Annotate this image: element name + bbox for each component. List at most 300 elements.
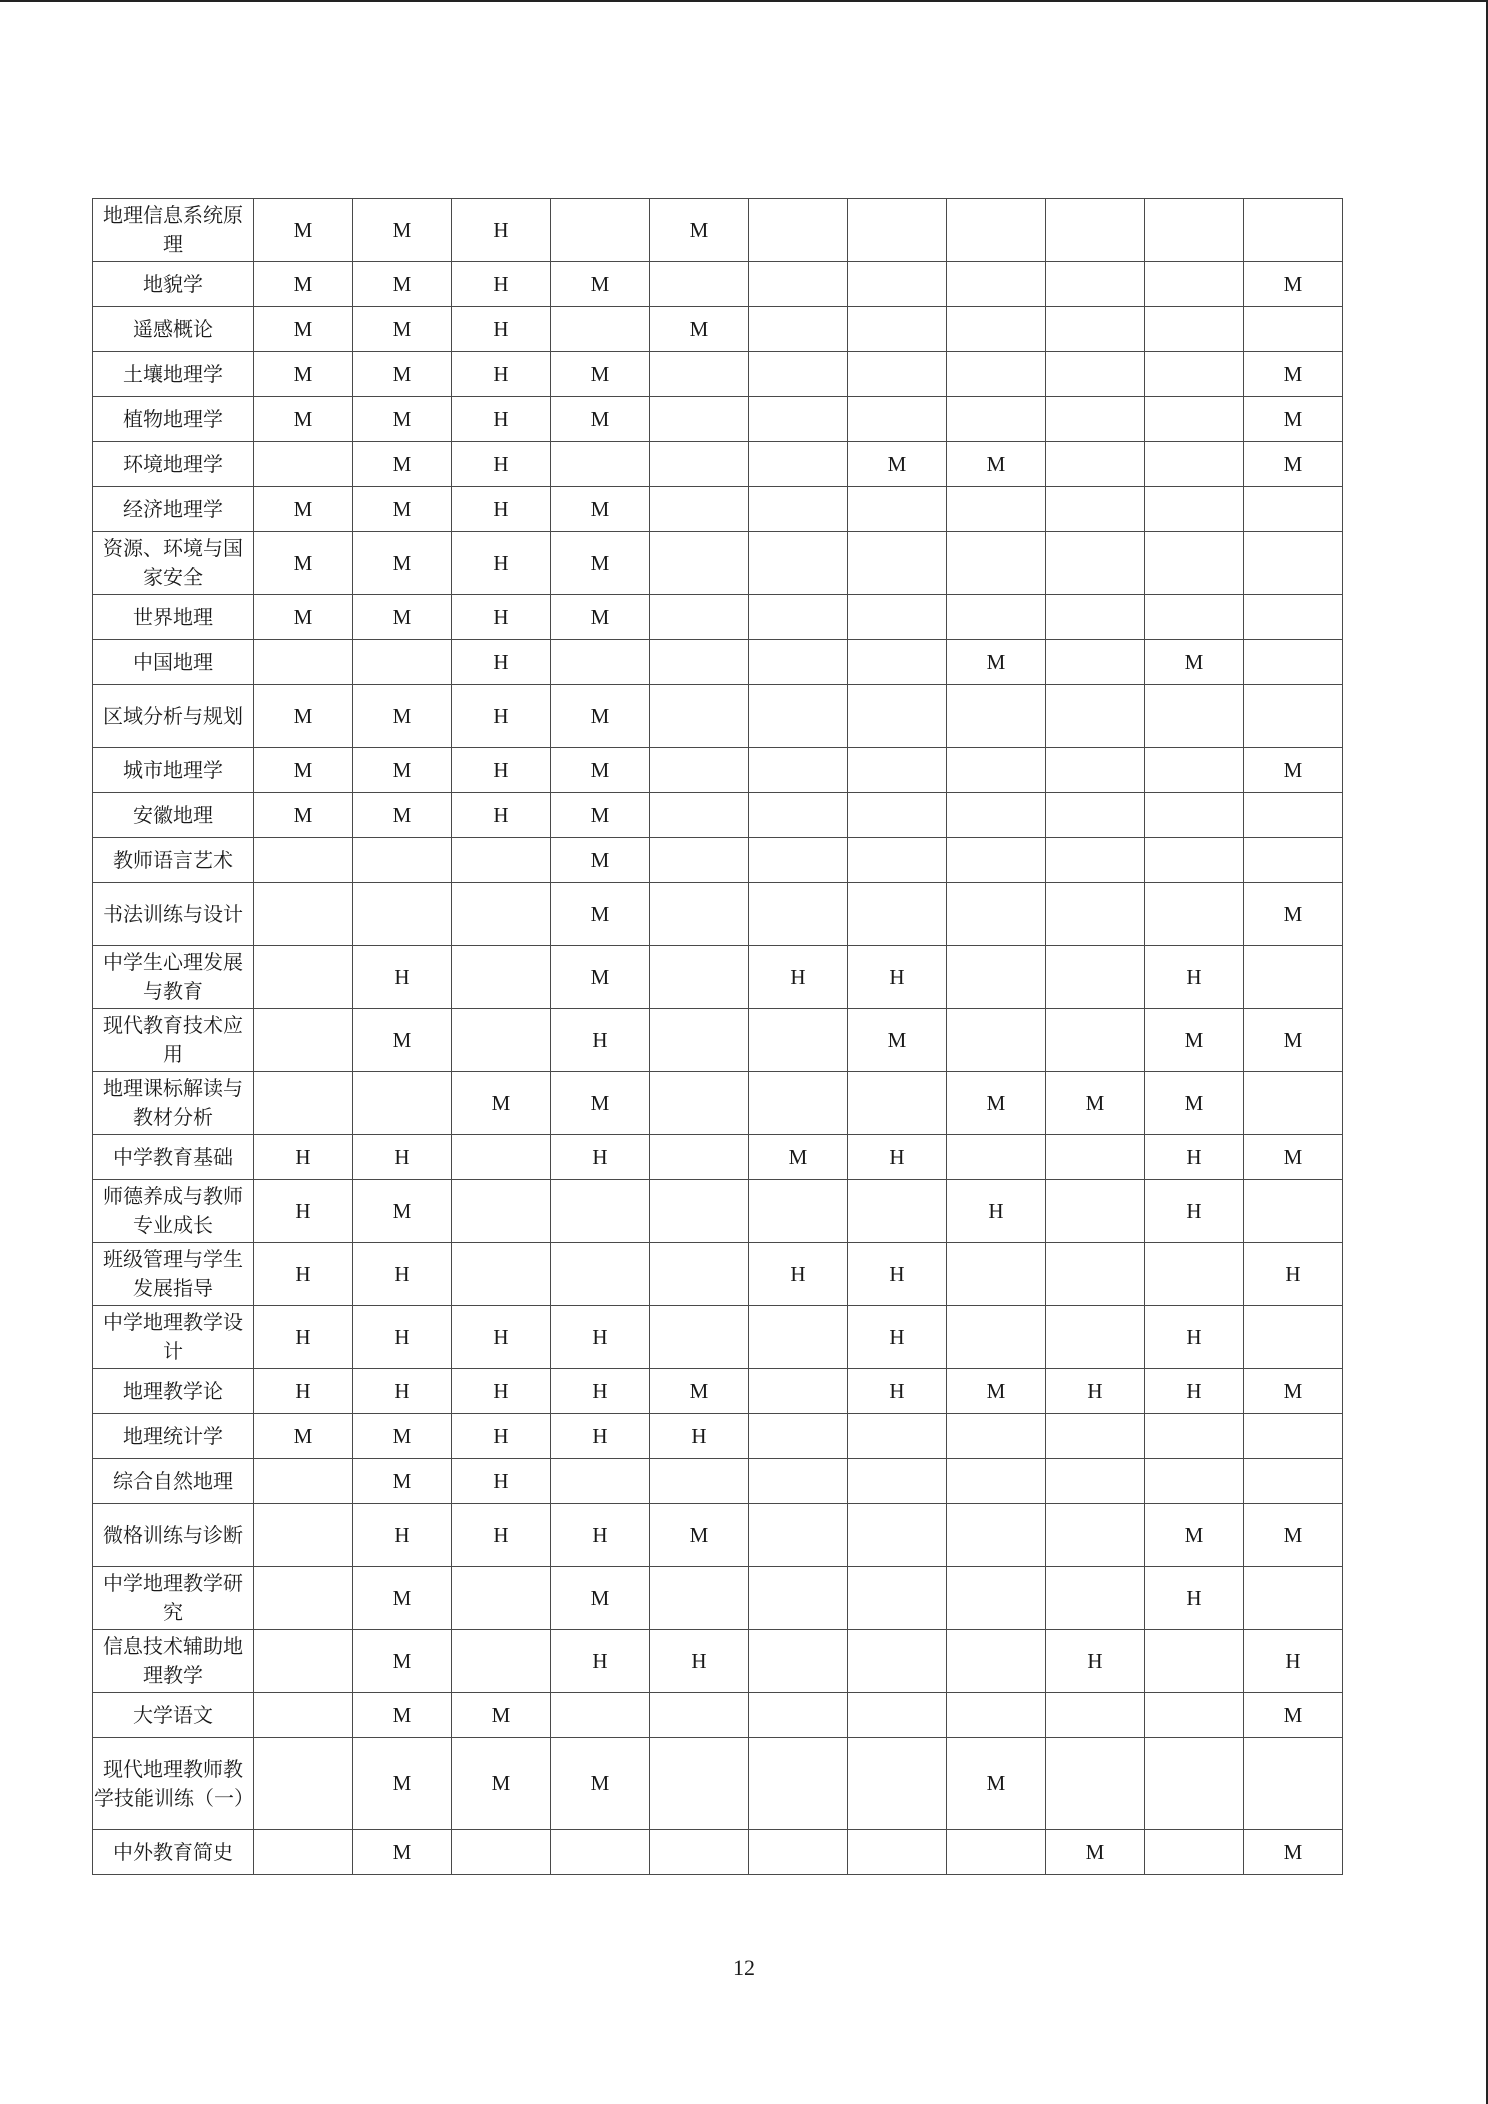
requirement-cell (1046, 1009, 1145, 1072)
requirement-cell: H (254, 1369, 353, 1414)
requirement-cell: H (1145, 946, 1244, 1009)
requirement-cell: M (1244, 883, 1343, 946)
requirement-cell (1145, 1243, 1244, 1306)
requirement-cell: H (353, 1369, 452, 1414)
requirement-cell: M (452, 1693, 551, 1738)
requirement-cell: M (353, 685, 452, 748)
requirement-cell: M (551, 946, 650, 1009)
requirement-cell (650, 946, 749, 1009)
requirement-cell (551, 1459, 650, 1504)
requirement-cell (848, 793, 947, 838)
course-name-cell: 中学地理教学研究 (93, 1567, 254, 1630)
requirement-cell: H (848, 946, 947, 1009)
table-row (93, 1072, 1343, 1135)
requirement-cell: M (551, 595, 650, 640)
requirement-cell (749, 532, 848, 595)
requirement-cell (848, 748, 947, 793)
requirement-cell (1145, 262, 1244, 307)
requirement-cell (1145, 1414, 1244, 1459)
requirement-cell (1046, 685, 1145, 748)
requirement-cell: M (254, 532, 353, 595)
requirement-cell: M (353, 1567, 452, 1630)
requirement-cell (452, 838, 551, 883)
requirement-cell (254, 1830, 353, 1875)
course-name-cell: 资源、环境与国家安全 (93, 532, 254, 595)
table-row (93, 1180, 1343, 1243)
requirement-cell (1244, 1567, 1343, 1630)
requirement-cell: H (848, 1135, 947, 1180)
requirement-cell (749, 1504, 848, 1567)
requirement-cell (650, 838, 749, 883)
requirement-cell (1046, 307, 1145, 352)
requirement-cell: M (353, 487, 452, 532)
requirement-cell: M (551, 748, 650, 793)
requirement-cell: H (452, 793, 551, 838)
requirement-cell (848, 1072, 947, 1135)
requirement-cell: H (452, 1414, 551, 1459)
requirement-cell (749, 442, 848, 487)
requirement-cell: H (452, 487, 551, 532)
requirement-cell: H (353, 946, 452, 1009)
requirement-cell (1244, 487, 1343, 532)
requirement-cell (848, 1414, 947, 1459)
requirement-cell: M (353, 1459, 452, 1504)
requirement-cell (1244, 1459, 1343, 1504)
requirement-cell (452, 946, 551, 1009)
requirement-cell: M (1145, 640, 1244, 685)
course-name-cell: 地貌学 (93, 262, 254, 307)
requirement-cell: M (353, 532, 452, 595)
requirement-cell (848, 532, 947, 595)
requirement-cell: H (353, 1135, 452, 1180)
requirement-cell: M (1145, 1009, 1244, 1072)
requirement-cell (551, 442, 650, 487)
requirement-cell (452, 1830, 551, 1875)
course-requirement-matrix (92, 198, 1343, 1875)
course-name-cell: 中学生心理发展与教育 (93, 946, 254, 1009)
requirement-cell (650, 640, 749, 685)
requirement-cell: H (452, 307, 551, 352)
requirement-cell (1046, 748, 1145, 793)
requirement-cell (848, 1738, 947, 1830)
requirement-cell: H (551, 1630, 650, 1693)
requirement-cell (848, 1504, 947, 1567)
requirement-cell (1046, 838, 1145, 883)
requirement-cell (848, 685, 947, 748)
requirement-cell (749, 1072, 848, 1135)
requirement-cell (650, 1738, 749, 1830)
requirement-cell (650, 1830, 749, 1875)
requirement-cell: H (452, 685, 551, 748)
requirement-cell: M (353, 307, 452, 352)
requirement-cell (749, 1369, 848, 1414)
requirement-cell: H (1145, 1180, 1244, 1243)
requirement-cell: M (353, 199, 452, 262)
requirement-cell: M (353, 793, 452, 838)
requirement-cell: M (254, 262, 353, 307)
requirement-cell: H (452, 532, 551, 595)
requirement-cell (452, 1630, 551, 1693)
requirement-cell: M (551, 685, 650, 748)
requirement-cell: M (1244, 442, 1343, 487)
requirement-cell (848, 397, 947, 442)
requirement-cell: H (551, 1504, 650, 1567)
requirement-cell: H (650, 1414, 749, 1459)
requirement-cell (848, 199, 947, 262)
course-name-cell: 微格训练与诊断 (93, 1504, 254, 1567)
requirement-cell: H (1244, 1243, 1343, 1306)
requirement-cell (848, 1459, 947, 1504)
requirement-cell: M (353, 442, 452, 487)
requirement-cell: M (1046, 1072, 1145, 1135)
table-row (93, 595, 1343, 640)
table-row (93, 1504, 1343, 1567)
requirement-cell: H (254, 1306, 353, 1369)
requirement-cell (749, 487, 848, 532)
requirement-cell (1046, 1180, 1145, 1243)
requirement-cell (254, 1630, 353, 1693)
requirement-cell: H (353, 1243, 452, 1306)
requirement-cell: H (551, 1135, 650, 1180)
requirement-cell (1145, 1738, 1244, 1830)
requirement-cell (551, 1830, 650, 1875)
requirement-cell (848, 883, 947, 946)
requirement-cell: M (1145, 1504, 1244, 1567)
requirement-cell (650, 1135, 749, 1180)
requirement-cell (1145, 397, 1244, 442)
requirement-cell: M (650, 1369, 749, 1414)
requirement-cell (1145, 1630, 1244, 1693)
requirement-cell: M (353, 595, 452, 640)
requirement-cell (1145, 793, 1244, 838)
course-name-cell: 城市地理学 (93, 748, 254, 793)
requirement-cell (650, 487, 749, 532)
requirement-cell (452, 1009, 551, 1072)
requirement-cell (848, 487, 947, 532)
course-name-cell: 经济地理学 (93, 487, 254, 532)
requirement-cell: H (452, 397, 551, 442)
course-name-cell: 中学教育基础 (93, 1135, 254, 1180)
requirement-cell (749, 199, 848, 262)
requirement-cell (650, 1693, 749, 1738)
requirement-cell (1244, 838, 1343, 883)
table-row (93, 1830, 1343, 1875)
requirement-cell (1046, 442, 1145, 487)
requirement-cell (650, 1180, 749, 1243)
requirement-cell: M (254, 1414, 353, 1459)
requirement-cell (749, 1567, 848, 1630)
table-row (93, 793, 1343, 838)
requirement-cell (353, 838, 452, 883)
requirement-cell (1046, 1135, 1145, 1180)
requirement-cell (1046, 595, 1145, 640)
requirement-cell (254, 946, 353, 1009)
table-row (93, 838, 1343, 883)
requirement-cell (749, 1414, 848, 1459)
requirement-cell: M (254, 748, 353, 793)
requirement-cell: M (353, 352, 452, 397)
requirement-cell (1046, 262, 1145, 307)
table-row (93, 946, 1343, 1009)
requirement-cell (848, 595, 947, 640)
requirement-cell (1145, 685, 1244, 748)
requirement-cell: H (551, 1369, 650, 1414)
requirement-cell (947, 1630, 1046, 1693)
requirement-cell (254, 1504, 353, 1567)
requirement-cell: H (848, 1243, 947, 1306)
requirement-cell: M (353, 1693, 452, 1738)
requirement-cell (1145, 1459, 1244, 1504)
requirement-cell (1046, 946, 1145, 1009)
requirement-cell (650, 1243, 749, 1306)
requirement-cell: H (1145, 1135, 1244, 1180)
requirement-cell: H (1244, 1630, 1343, 1693)
requirement-cell (947, 1504, 1046, 1567)
requirement-cell: M (254, 352, 353, 397)
requirement-cell: M (254, 397, 353, 442)
requirement-cell (749, 1630, 848, 1693)
requirement-cell: M (551, 838, 650, 883)
table-row (93, 1306, 1343, 1369)
requirement-cell (452, 1180, 551, 1243)
requirement-cell (1145, 487, 1244, 532)
requirement-cell (749, 1306, 848, 1369)
requirement-cell: M (353, 1009, 452, 1072)
requirement-cell: M (551, 1072, 650, 1135)
course-name-cell: 中学地理教学设计 (93, 1306, 254, 1369)
course-name-cell: 植物地理学 (93, 397, 254, 442)
requirement-cell (1046, 640, 1145, 685)
matrix-body (93, 199, 1343, 1875)
requirement-cell (749, 685, 848, 748)
requirement-cell: M (848, 1009, 947, 1072)
requirement-cell (1244, 1180, 1343, 1243)
requirement-cell: H (254, 1243, 353, 1306)
requirement-cell (254, 883, 353, 946)
requirement-cell (650, 262, 749, 307)
requirement-cell: M (353, 1414, 452, 1459)
table-row (93, 1567, 1343, 1630)
requirement-cell: H (848, 1369, 947, 1414)
requirement-cell: H (1046, 1630, 1145, 1693)
requirement-cell (749, 307, 848, 352)
requirement-cell: M (353, 1180, 452, 1243)
requirement-cell: H (452, 442, 551, 487)
course-name-cell: 师德养成与教师专业成长 (93, 1180, 254, 1243)
requirement-cell (947, 199, 1046, 262)
course-name-cell: 地理课标解读与教材分析 (93, 1072, 254, 1135)
requirement-cell (1244, 946, 1343, 1009)
requirement-cell: M (353, 1630, 452, 1693)
requirement-cell: H (254, 1135, 353, 1180)
requirement-cell (848, 307, 947, 352)
requirement-cell (353, 640, 452, 685)
requirement-cell (1145, 199, 1244, 262)
requirement-cell (1244, 199, 1343, 262)
table-row (93, 685, 1343, 748)
table-row (93, 262, 1343, 307)
requirement-cell: M (353, 397, 452, 442)
requirement-cell (848, 1180, 947, 1243)
requirement-cell (947, 883, 1046, 946)
requirement-cell (947, 1243, 1046, 1306)
requirement-cell (551, 640, 650, 685)
course-name-cell: 遥感概论 (93, 307, 254, 352)
course-name-cell: 书法训练与设计 (93, 883, 254, 946)
requirement-cell: H (452, 1306, 551, 1369)
requirement-cell: M (551, 1567, 650, 1630)
requirement-cell: M (650, 307, 749, 352)
requirement-cell: H (452, 1369, 551, 1414)
requirement-cell (749, 793, 848, 838)
course-name-cell: 环境地理学 (93, 442, 254, 487)
requirement-cell (947, 946, 1046, 1009)
requirement-cell: M (1244, 397, 1343, 442)
requirement-cell: H (749, 1243, 848, 1306)
requirement-cell (1145, 838, 1244, 883)
table-row (93, 352, 1343, 397)
requirement-cell: H (749, 946, 848, 1009)
requirement-cell (848, 352, 947, 397)
requirement-cell (254, 640, 353, 685)
requirement-cell: H (1145, 1369, 1244, 1414)
requirement-cell: M (254, 595, 353, 640)
requirement-cell: H (551, 1414, 650, 1459)
requirement-cell (254, 1567, 353, 1630)
requirement-cell: H (353, 1306, 452, 1369)
requirement-cell (1046, 1738, 1145, 1830)
requirement-cell: M (452, 1072, 551, 1135)
requirement-cell (749, 595, 848, 640)
table-row (93, 640, 1343, 685)
requirement-cell (1244, 532, 1343, 595)
table-row (93, 1414, 1343, 1459)
requirement-cell (1046, 397, 1145, 442)
requirement-cell (749, 1459, 848, 1504)
requirement-cell: H (551, 1306, 650, 1369)
requirement-cell (1046, 1567, 1145, 1630)
course-name-cell: 班级管理与学生发展指导 (93, 1243, 254, 1306)
course-name-cell: 现代地理教师教学技能训练（一） (93, 1738, 254, 1830)
table-row (93, 883, 1343, 946)
requirement-cell (1145, 442, 1244, 487)
table-row (93, 1738, 1343, 1830)
course-name-cell: 大学语文 (93, 1693, 254, 1738)
requirement-cell: M (947, 1072, 1046, 1135)
requirement-cell: H (452, 1459, 551, 1504)
table-row (93, 1243, 1343, 1306)
requirement-cell (1046, 352, 1145, 397)
requirement-cell: M (749, 1135, 848, 1180)
requirement-cell (254, 838, 353, 883)
requirement-cell (947, 1830, 1046, 1875)
requirement-cell (1046, 1414, 1145, 1459)
requirement-cell (749, 352, 848, 397)
requirement-cell (1244, 595, 1343, 640)
requirement-cell (947, 352, 1046, 397)
requirement-cell (650, 532, 749, 595)
requirement-cell: H (452, 640, 551, 685)
requirement-cell: M (551, 397, 650, 442)
requirement-cell (749, 883, 848, 946)
requirement-cell (947, 532, 1046, 595)
requirement-cell (749, 1738, 848, 1830)
requirement-cell: M (1244, 1135, 1343, 1180)
requirement-cell: M (947, 640, 1046, 685)
requirement-cell: H (848, 1306, 947, 1369)
requirement-cell (947, 1135, 1046, 1180)
requirement-cell (947, 1459, 1046, 1504)
requirement-cell: M (551, 487, 650, 532)
requirement-cell: M (1145, 1072, 1244, 1135)
requirement-cell: M (1244, 1369, 1343, 1414)
requirement-cell: H (452, 352, 551, 397)
requirement-cell (947, 793, 1046, 838)
requirement-cell (254, 1009, 353, 1072)
requirement-cell (650, 442, 749, 487)
requirement-cell: M (353, 1738, 452, 1830)
requirement-cell: H (452, 1504, 551, 1567)
course-name-cell: 地理统计学 (93, 1414, 254, 1459)
table-row (93, 397, 1343, 442)
table-row (93, 1630, 1343, 1693)
requirement-cell: M (551, 1738, 650, 1830)
requirement-cell: H (452, 748, 551, 793)
requirement-cell: M (1244, 262, 1343, 307)
requirement-cell: M (650, 199, 749, 262)
requirement-cell (1046, 1504, 1145, 1567)
requirement-cell (848, 1830, 947, 1875)
table-row (93, 1135, 1343, 1180)
requirement-cell (353, 1072, 452, 1135)
requirement-cell: M (947, 1738, 1046, 1830)
requirement-cell: H (1145, 1306, 1244, 1369)
requirement-cell (947, 1414, 1046, 1459)
requirement-cell (947, 595, 1046, 640)
table-row (93, 442, 1343, 487)
requirement-cell (749, 748, 848, 793)
table-row (93, 307, 1343, 352)
requirement-cell (254, 1693, 353, 1738)
requirement-cell (452, 1135, 551, 1180)
requirement-cell (551, 1243, 650, 1306)
requirement-cell (947, 748, 1046, 793)
requirement-cell (1244, 1072, 1343, 1135)
course-name-cell: 地理信息系统原理 (93, 199, 254, 262)
requirement-cell: M (947, 442, 1046, 487)
requirement-cell: M (1244, 1693, 1343, 1738)
table-row (93, 748, 1343, 793)
requirement-cell (1046, 199, 1145, 262)
requirement-cell (947, 397, 1046, 442)
page-number: 12 (733, 1955, 755, 1980)
requirement-cell (947, 685, 1046, 748)
course-name-cell: 土壤地理学 (93, 352, 254, 397)
requirement-cell: M (551, 532, 650, 595)
requirement-cell: H (551, 1009, 650, 1072)
requirement-cell (848, 1630, 947, 1693)
course-name-cell: 现代教育技术应用 (93, 1009, 254, 1072)
course-name-cell: 综合自然地理 (93, 1459, 254, 1504)
requirement-cell (947, 262, 1046, 307)
requirement-cell: H (1046, 1369, 1145, 1414)
requirement-cell (551, 1180, 650, 1243)
requirement-cell (1046, 1306, 1145, 1369)
requirement-cell (1244, 307, 1343, 352)
requirement-cell (650, 1567, 749, 1630)
table-row (93, 1369, 1343, 1414)
course-name-cell: 中外教育简史 (93, 1830, 254, 1875)
